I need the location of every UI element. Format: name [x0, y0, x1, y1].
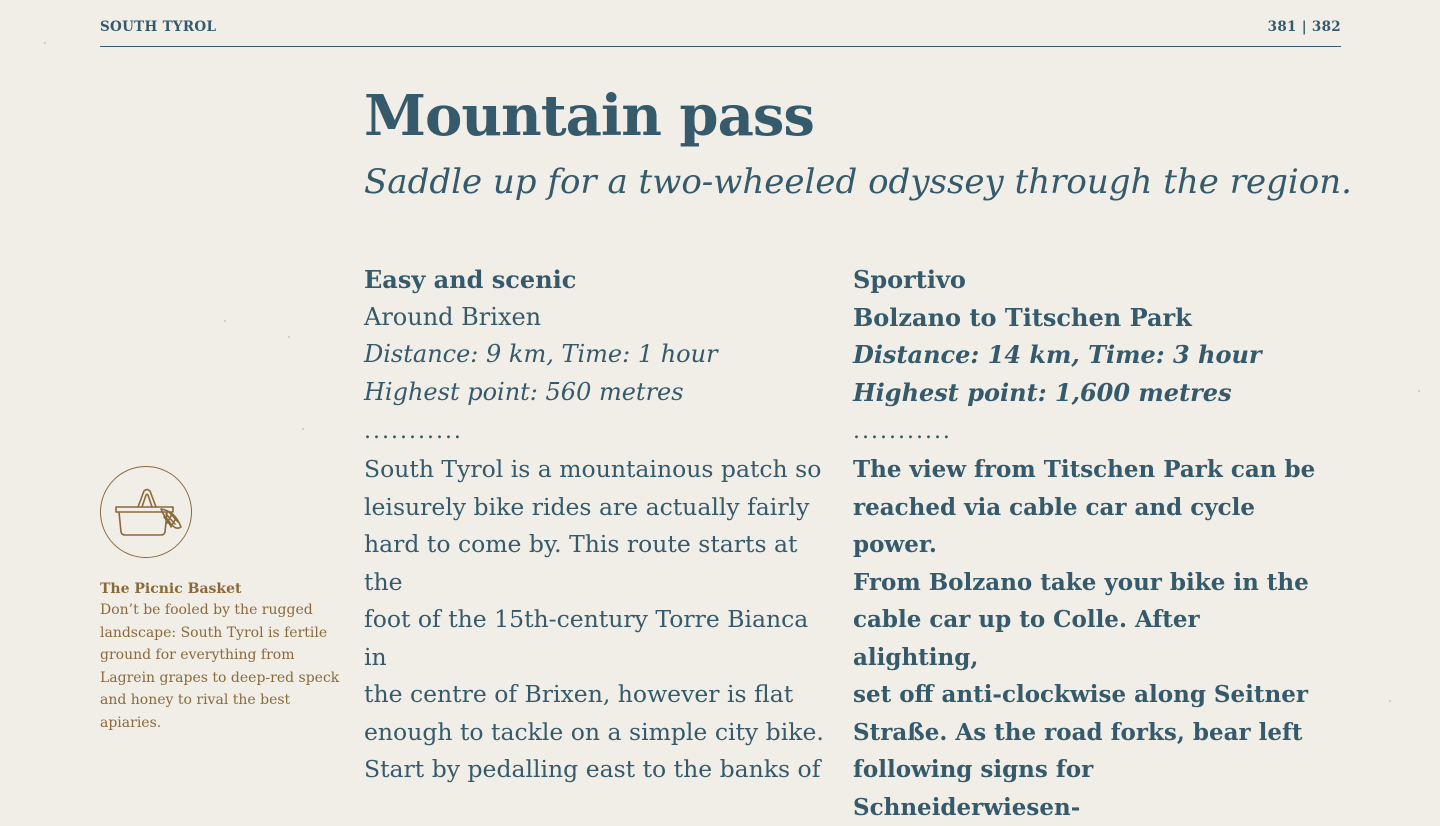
body-line: The view from Titschen Park can be: [853, 456, 1316, 483]
route-heading: Easy and scenic: [364, 265, 577, 294]
paper-speck: [288, 336, 290, 338]
body-line: enough to tackle on a simple city bike.: [364, 717, 824, 746]
section-name: SOUTH TYROL: [100, 19, 217, 35]
sidebar-line: Don’t be fooled by the rugged: [100, 602, 313, 618]
article-subtitle: Saddle up for a two-wheeled odyssey through the region.: [364, 162, 1352, 202]
article-title: Mountain pass: [364, 83, 814, 149]
paper-speck: [44, 42, 46, 44]
route-column-sportivo: [853, 261, 1323, 826]
body-line: Straße. As the road forks, bear left: [853, 718, 1303, 746]
body-line: From Bolzano take your bike in the: [853, 568, 1309, 596]
body-line: foot of the 15th-century Torre Bianca in: [364, 605, 809, 671]
dotted-divider: ...........: [853, 419, 952, 444]
sidebar-note: [100, 466, 350, 735]
route-name: Around Brixen: [364, 302, 542, 331]
sidebar-body: [100, 599, 350, 735]
route-column-easy: [364, 261, 834, 789]
paper-speck: [224, 320, 226, 322]
body-line: cable car up to Colle. After alighting,: [853, 606, 1200, 671]
page-numbers: 381 | 382: [1267, 19, 1341, 35]
route-highest-point: Highest point: 560 metres: [364, 377, 684, 406]
route-name: Bolzano to Titschen Park: [853, 302, 1192, 332]
sidebar-title: The Picnic Basket: [100, 581, 242, 597]
sidebar-line: ground for everything from: [100, 647, 295, 664]
route-body-text: [853, 451, 1323, 826]
route-body-text: [364, 451, 834, 789]
running-head: [100, 19, 1341, 47]
body-line: South Tyrol is a mountainous patch so: [364, 455, 822, 483]
body-line: following signs for Schneiderwiesen-: [853, 756, 1094, 821]
paper-speck: [1389, 700, 1391, 702]
route-distance: Distance: 14 km, Time: 3 hour: [853, 340, 1262, 369]
route-highest-point: Highest point: 1,600 metres: [853, 377, 1232, 407]
sidebar-line: landscape: South Tyrol is fertile: [100, 624, 328, 641]
dotted-divider: ...........: [364, 419, 463, 444]
route-distance: Distance: 9 km, Time: 1 hour: [364, 340, 718, 368]
route-heading: Sportivo: [853, 265, 966, 294]
sidebar-line: and honey to rival the best apiaries.: [100, 692, 291, 731]
paper-speck: [1418, 390, 1420, 392]
sidebar-line: Lagrein grapes to deep-red speck: [100, 669, 340, 686]
body-line: hard to come by. This route starts at the: [364, 530, 798, 596]
paper-speck: [302, 428, 304, 430]
body-line: reached via cable car and cycle power.: [853, 493, 1255, 558]
body-line: Start by pedalling east to the banks of: [364, 755, 821, 783]
body-line: leisurely bike rides are actually fairly: [364, 492, 810, 521]
body-line: the centre of Brixen, however is flat: [364, 680, 794, 708]
picnic-basket-icon: [100, 466, 192, 558]
body-line: set off anti-clockwise along Seitner: [853, 681, 1308, 708]
